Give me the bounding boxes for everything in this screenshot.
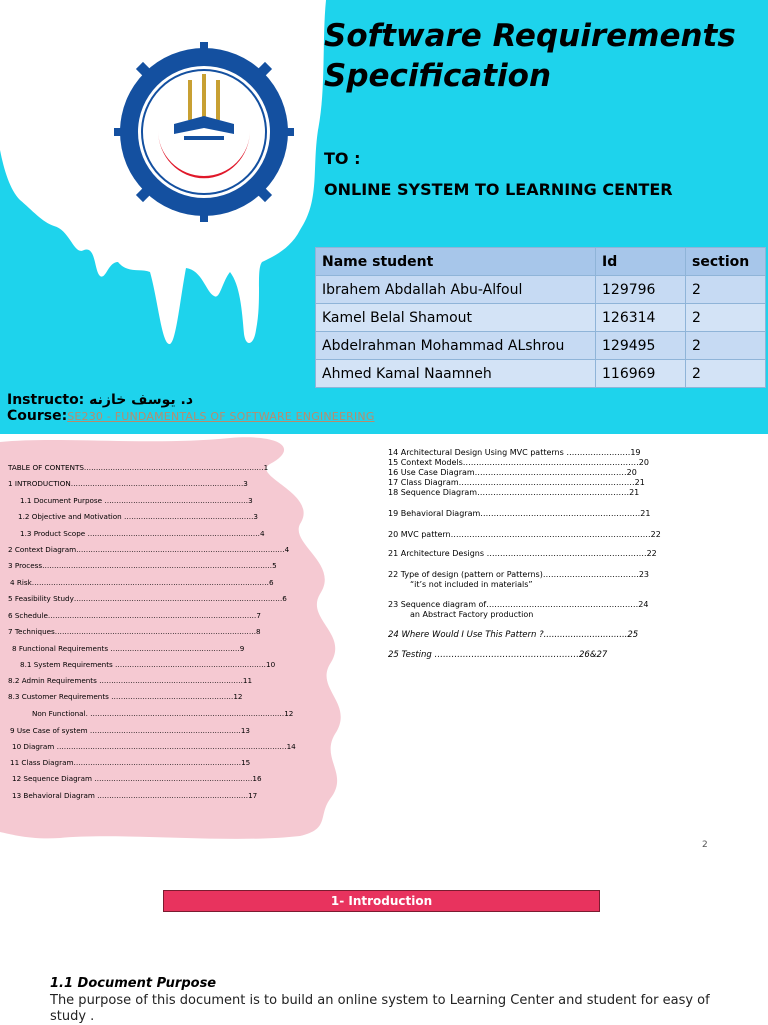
title-line-1: Software Requirements (324, 18, 736, 54)
course-line (7, 408, 375, 424)
header-section: section (686, 248, 766, 276)
toc-entry[interactable]: 12 Sequence Diagram …………………………………………………………16 (12, 774, 262, 783)
page-number: 2 (702, 840, 708, 850)
toc-entry[interactable]: 17 Class Diagram…………………………………………………………21 (388, 478, 645, 487)
university-seal-logo (114, 42, 294, 222)
header-name-student: Name student (316, 248, 596, 276)
toc-entry[interactable]: 22 Type of design (pattern or Patterns)………………………………23 (388, 570, 650, 579)
document-title (324, 16, 736, 96)
student-id: 129796 (596, 276, 686, 304)
toc-entry[interactable]: 19 Behavioral Diagram……………………………………………………21 (388, 509, 651, 518)
table-row (316, 276, 766, 304)
document-purpose-heading: 1.1 Document Purpose (50, 976, 217, 991)
toc-entry[interactable]: 8.2 Admin Requirements ……………………………………………………11 (8, 676, 253, 685)
instructor-name: د. يوسف خازنه (89, 392, 194, 408)
toc-entry[interactable]: 8 Functional Requirements ………………………………………………9 (12, 644, 245, 653)
toc-entry[interactable]: 6 Schedule……………………………………………………………………………7 (8, 611, 261, 620)
toc-note: “it’s not included in materials” (410, 580, 533, 589)
toc-entry[interactable]: 1 INTRODUCTION………………………………………………………………3 (8, 479, 248, 488)
student-id: 129495 (596, 332, 686, 360)
project-name: ONLINE SYSTEM TO LEARNING CENTER (324, 180, 673, 199)
toc-entry[interactable]: 15 Context Models…………………………………………………………20 (388, 458, 649, 467)
table-row (316, 304, 766, 332)
student-section: 2 (686, 360, 766, 388)
toc-entry[interactable]: 1.1 Document Purpose ……………………………………………………3 (20, 496, 253, 505)
toc-entry[interactable]: 5 Feasibility Study……………………………………………………………………………6 (8, 594, 287, 603)
instructor-line (7, 392, 193, 408)
student-id: 116969 (596, 360, 686, 388)
toc-entry[interactable]: 7 Techniques…………………………………………………………………………8 (8, 627, 261, 636)
course-name-link[interactable]: SE230 - FUNDAMENTALS OF SOFTWARE ENGINEERING (67, 410, 375, 423)
toc-entry[interactable]: 4 Risk………………………………………………………………………………………6 (10, 578, 274, 587)
table-of-contents-page (0, 434, 768, 850)
student-name: Ibrahem Abdallah Abu-Alfoul (316, 276, 596, 304)
course-label: Course: (7, 408, 68, 424)
toc-entry[interactable]: 9 Use Case of system ………………………………………………………13 (10, 726, 251, 735)
student-name: Kamel Belal Shamout (316, 304, 596, 332)
toc-entry[interactable]: 20 MVC pattern…………………………………………………………………22 (388, 530, 661, 539)
toc-entry[interactable]: 2 Context Diagram……………………………………………………………………………4 (8, 545, 290, 554)
table-row (316, 360, 766, 388)
student-name: Abdelrahman Mohammad ALshrou (316, 332, 596, 360)
toc-entry[interactable]: 8.3 Customer Requirements ……………………………………………12 (8, 692, 243, 701)
toc-entry[interactable]: 23 Sequence diagram of…………………………………………………24 (388, 600, 649, 609)
toc-entry[interactable]: 3 Process……………………………………………………………………………………5 (8, 561, 277, 570)
instructor-label: Instructo: (7, 392, 85, 408)
toc-entry[interactable]: 24 Where Would I Use This Pattern ?...............................25 (388, 630, 639, 640)
student-name: Ahmed Kamal Naamneh (316, 360, 596, 388)
students-table-header (316, 248, 766, 276)
toc-entry[interactable]: 16 Use Case Diagram…………………………………………………20 (388, 468, 637, 477)
toc-entry[interactable]: 11 Class Diagram………………….…………………………………………15 (10, 758, 251, 767)
toc-entry[interactable]: 13 Behavioral Diagram ………………………………………………………17 (12, 791, 258, 800)
table-row (316, 332, 766, 360)
cover-page (0, 0, 768, 434)
toc-entry[interactable]: 25 Testing ……………………………………………26&27 (388, 650, 608, 660)
toc-left-column (0, 434, 340, 834)
toc-note: an Abstract Factory production (410, 610, 534, 619)
toc-entry[interactable]: 10 Diagram ……………………………………………………………………………………14 (12, 742, 296, 751)
toc-entry[interactable]: 1.3 Product Scope ………………………………………………………………4 (20, 529, 265, 538)
toc-entry[interactable]: Non Functional. ………………………………………………………………………12 (32, 709, 294, 718)
toc-right-column (380, 444, 710, 684)
toc-entry[interactable]: 21 Architecture Designs ……………………………………………………22 (388, 549, 657, 558)
student-section: 2 (686, 276, 766, 304)
toc-entry[interactable]: TABLE OF CONTENTS…………………………………………………………………1 (8, 463, 269, 472)
student-id: 126314 (596, 304, 686, 332)
toc-entry[interactable]: 1.2 Objective and Motivation ………………………………………………3 (18, 512, 258, 521)
header-id: Id (596, 248, 686, 276)
to-label: TO : (324, 149, 361, 168)
student-section: 2 (686, 332, 766, 360)
toc-entry[interactable]: 14 Architectural Design Using MVC patterns ……………………19 (388, 448, 641, 457)
introduction-heading-bar: 1- Introduction (163, 890, 600, 912)
document-purpose-paragraph: The purpose of this document is to build an online system to Learning Center and student for easy of study . (50, 993, 710, 1024)
students-table (315, 247, 766, 388)
toc-entry[interactable]: 8.1 System Requirements ………………………………………………………10 (20, 660, 276, 669)
student-section: 2 (686, 304, 766, 332)
title-line-2: Specification (324, 58, 552, 94)
toc-entry[interactable]: 18 Sequence Diagram…………………………………………………21 (388, 488, 640, 497)
